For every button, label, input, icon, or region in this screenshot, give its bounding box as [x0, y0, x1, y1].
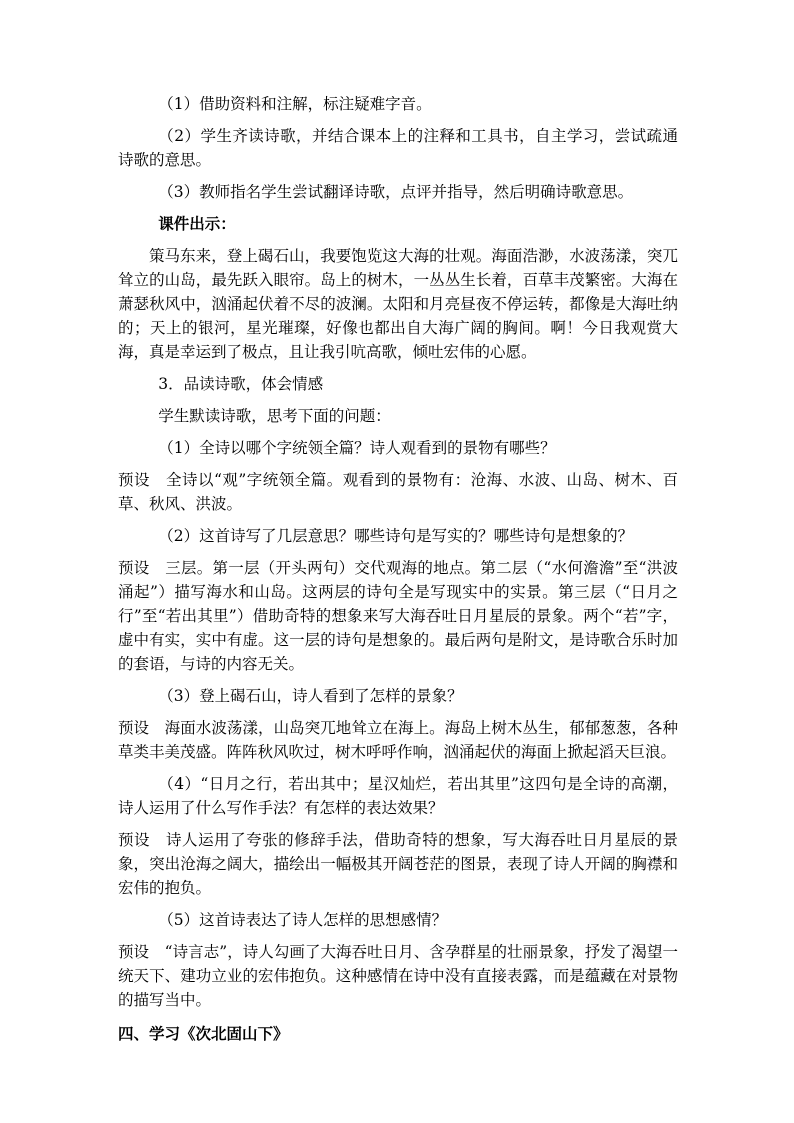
question-2: （2）这首诗写了几层意思？哪些诗句是写实的？哪些诗句是想象的？	[158, 527, 634, 545]
answer-1: 预设 全诗以“观”字统领全篇。观看到的景物有：沧海、水波、山岛、树木、百草、秋风、洪波。	[118, 471, 678, 513]
question-5: （5）这首诗表达了诗人怎样的思想感情？	[158, 911, 448, 929]
silent-reading-prompt: 学生默读诗歌，思考下面的问题：	[158, 407, 391, 425]
answer-2: 预设 三层。第一层（开头两句）交代观海的地点。第二层（“水何澹澹”至“洪波涌起”）描写海水和山岛。这两层的诗句全是写现实中的实景。第三层（“日月之行”至“若出其里”）借助奇特的想象来写大海吞吐日月星辰的景象。两个“若”字，虚中有实，实中有虚。这一层的诗句是想象的。最后两句是附文，是诗歌合乐时加的套语，与诗的内容无关。	[118, 559, 678, 673]
question-1: （1）全诗以哪个字统领全篇？诗人观看到的景物有哪些？	[158, 439, 556, 457]
section-3-heading: 3．品读诗歌，体会情感	[158, 375, 324, 393]
document-page	[118, 92, 678, 1054]
answer-5: 预设 “诗言志”，诗人勾画了大海吞吐日月、含孕群星的壮丽景象，抒发了渴望一统天下、建功立业的宏伟抱负。这种感情在诗中没有直接表露，而是蕴藏在对景物的描写当中。	[118, 943, 678, 1009]
step-1-annotate: （1）借助资料和注解，标注疑难字音。	[158, 95, 432, 113]
step-2-read: （2）学生齐读诗歌，并结合课本上的注释和工具书，自主学习，尝试疏通诗歌的意思。	[118, 127, 678, 169]
section-4-heading: 四、学习《次北固山下》	[118, 1024, 289, 1043]
answer-4: 预设 诗人运用了夸张的修辞手法，借助奇特的想象，写大海吞吐日月星辰的景象，突出沧海之阔大，描绘出一幅极其开阔苍茫的图景，表现了诗人开阔的胸襟和宏伟的抱负。	[118, 831, 678, 897]
question-3: （3）登上碣石山，诗人看到了怎样的景象？	[158, 687, 463, 705]
question-4: （4）“日月之行，若出其中；星汉灿烂，若出其里”这四句是全诗的高潮，诗人运用了什么写作手法？有怎样的表达效果？	[118, 775, 678, 817]
step-3-translate: （3）教师指名学生尝试翻译诗歌，点评并指导，然后明确诗歌意思。	[158, 183, 634, 201]
courseware-translation: 策马东来，登上碣石山，我要饱览这大海的壮观。海面浩渺，水波荡漾，突兀耸立的山岛，最先跃入眼帘。岛上的树木，一丛丛生长着，百草丰茂繁密。大海在萧瑟秋风中，汹涌起伏着不尽的波澜。太阳和月亮昼夜不停运转，都像是大海吐纳的；天上的银河，星光璀璨，好像也都出自大海广阔的胸间。啊！今日我观赏大海，真是幸运到了极点，且让我引吭高歌，倾吐宏伟的心愿。	[118, 247, 678, 361]
courseware-heading: 课件出示：	[158, 214, 236, 233]
answer-3: 预设 海面水波荡漾，山岛突兀地耸立在海上。海岛上树木丛生，郁郁葱葱，各种草类丰美茂盛。阵阵秋风吹过，树木呼呼作响，汹涌起伏的海面上掀起滔天巨浪。	[118, 719, 678, 761]
